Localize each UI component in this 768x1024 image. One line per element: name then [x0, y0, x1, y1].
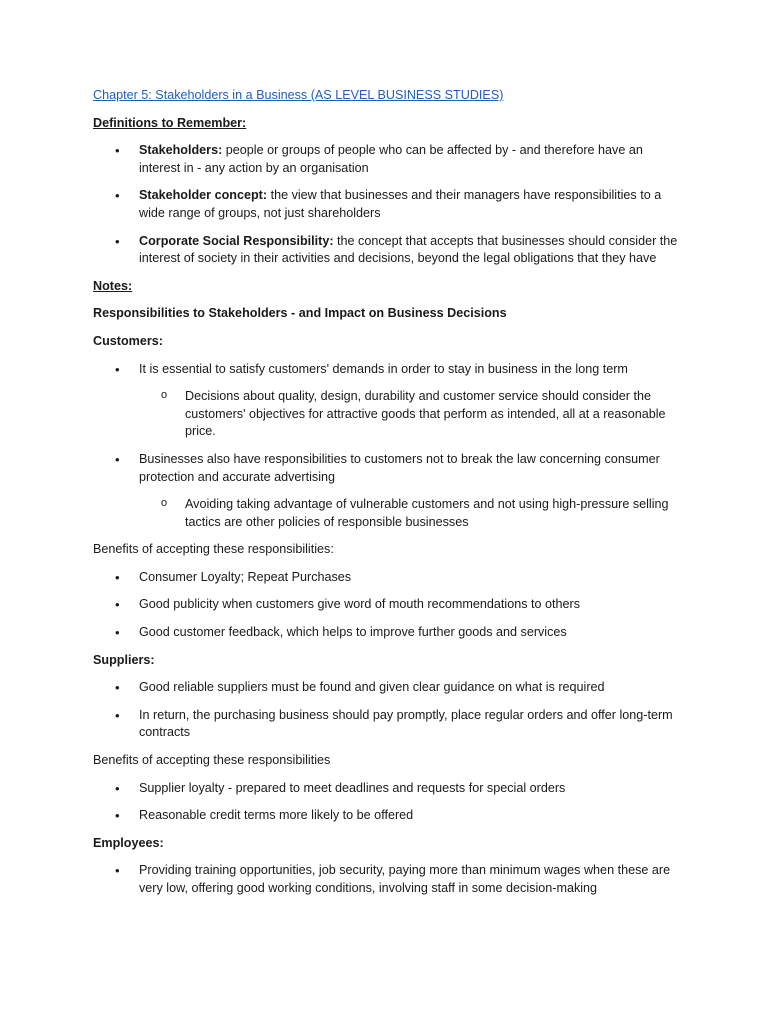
- customers-benefits-heading: Benefits of accepting these responsibilities:: [93, 542, 334, 557]
- list-item: • Good publicity when customers give word of mouth recommendations to others: [93, 596, 679, 614]
- definition-term: Corporate Social Responsibility:: [139, 233, 334, 248]
- document-title[interactable]: Chapter 5: Stakeholders in a Business (AS LEVEL BUSINESS STUDIES): [93, 88, 504, 102]
- definition-text: the view that businesses and their managers have responsibilities to a wide range of groups, not just shareholders: [139, 188, 662, 220]
- sub-list-item: o Avoiding taking advantage of vulnerable customers and not using high-pressure selling tactics are other policies of responsible businesses: [93, 496, 679, 531]
- employees-list: [93, 862, 693, 897]
- notes-heading: Notes:: [93, 278, 133, 293]
- suppliers-heading: Suppliers:: [93, 652, 155, 667]
- sub-list-item: o Decisions about quality, design, durability and customer service should consider the customers' objectives for attractive goods that perform as intended, all at a reasonable price.: [93, 388, 679, 441]
- responsibilities-heading: Responsibilities to Stakeholders - and Impact on Business Decisions: [93, 306, 507, 321]
- list-item: • Good reliable suppliers must be found and given clear guidance on what is required: [93, 679, 679, 697]
- definition-item: [93, 142, 679, 177]
- document-body: [93, 87, 693, 908]
- customers-benefits-list: [93, 569, 693, 642]
- definition-item: [93, 233, 679, 268]
- list-item: • Good customer feedback, which helps to improve further goods and services: [93, 624, 679, 642]
- customers-list: [93, 361, 693, 532]
- list-item: • Consumer Loyalty; Repeat Purchases: [93, 569, 679, 587]
- definition-text: the concept that accepts that businesses should consider the interest of society in their activities and decisions, beyond the legal obligations that they have: [139, 233, 678, 266]
- employees-heading: Employees:: [93, 835, 164, 850]
- suppliers-benefits-list: [93, 780, 693, 825]
- list-item: • It is essential to satisfy customers' demands in order to stay in business in the long term: [93, 361, 679, 379]
- definition-text: people or groups of people who can be affected by - and therefore have an interest in - any action by an organisation: [139, 143, 643, 175]
- suppliers-benefits-heading: Benefits of accepting these responsibilities: [93, 753, 331, 768]
- definition-term: Stakeholder concept:: [139, 188, 268, 203]
- customers-heading: Customers:: [93, 333, 163, 348]
- list-item: • Reasonable credit terms more likely to be offered: [93, 807, 679, 825]
- definitions-heading: Definitions to Remember:: [93, 115, 247, 130]
- list-item: • In return, the purchasing business should pay promptly, place regular orders and offer long-term contracts: [93, 707, 679, 742]
- definition-term: Stakeholders:: [139, 143, 223, 158]
- definition-item: [93, 187, 679, 222]
- list-item: • Businesses also have responsibilities to customers not to break the law concerning consumer protection and accurate advertising: [93, 451, 679, 486]
- definitions-list: [93, 142, 693, 268]
- list-item: • Supplier loyalty - prepared to meet deadlines and requests for special orders: [93, 780, 679, 798]
- suppliers-list: [93, 679, 693, 742]
- list-item: • Providing training opportunities, job security, paying more than minimum wages when these are very low, offering good working conditions, involving staff in some decision-making: [93, 862, 679, 897]
